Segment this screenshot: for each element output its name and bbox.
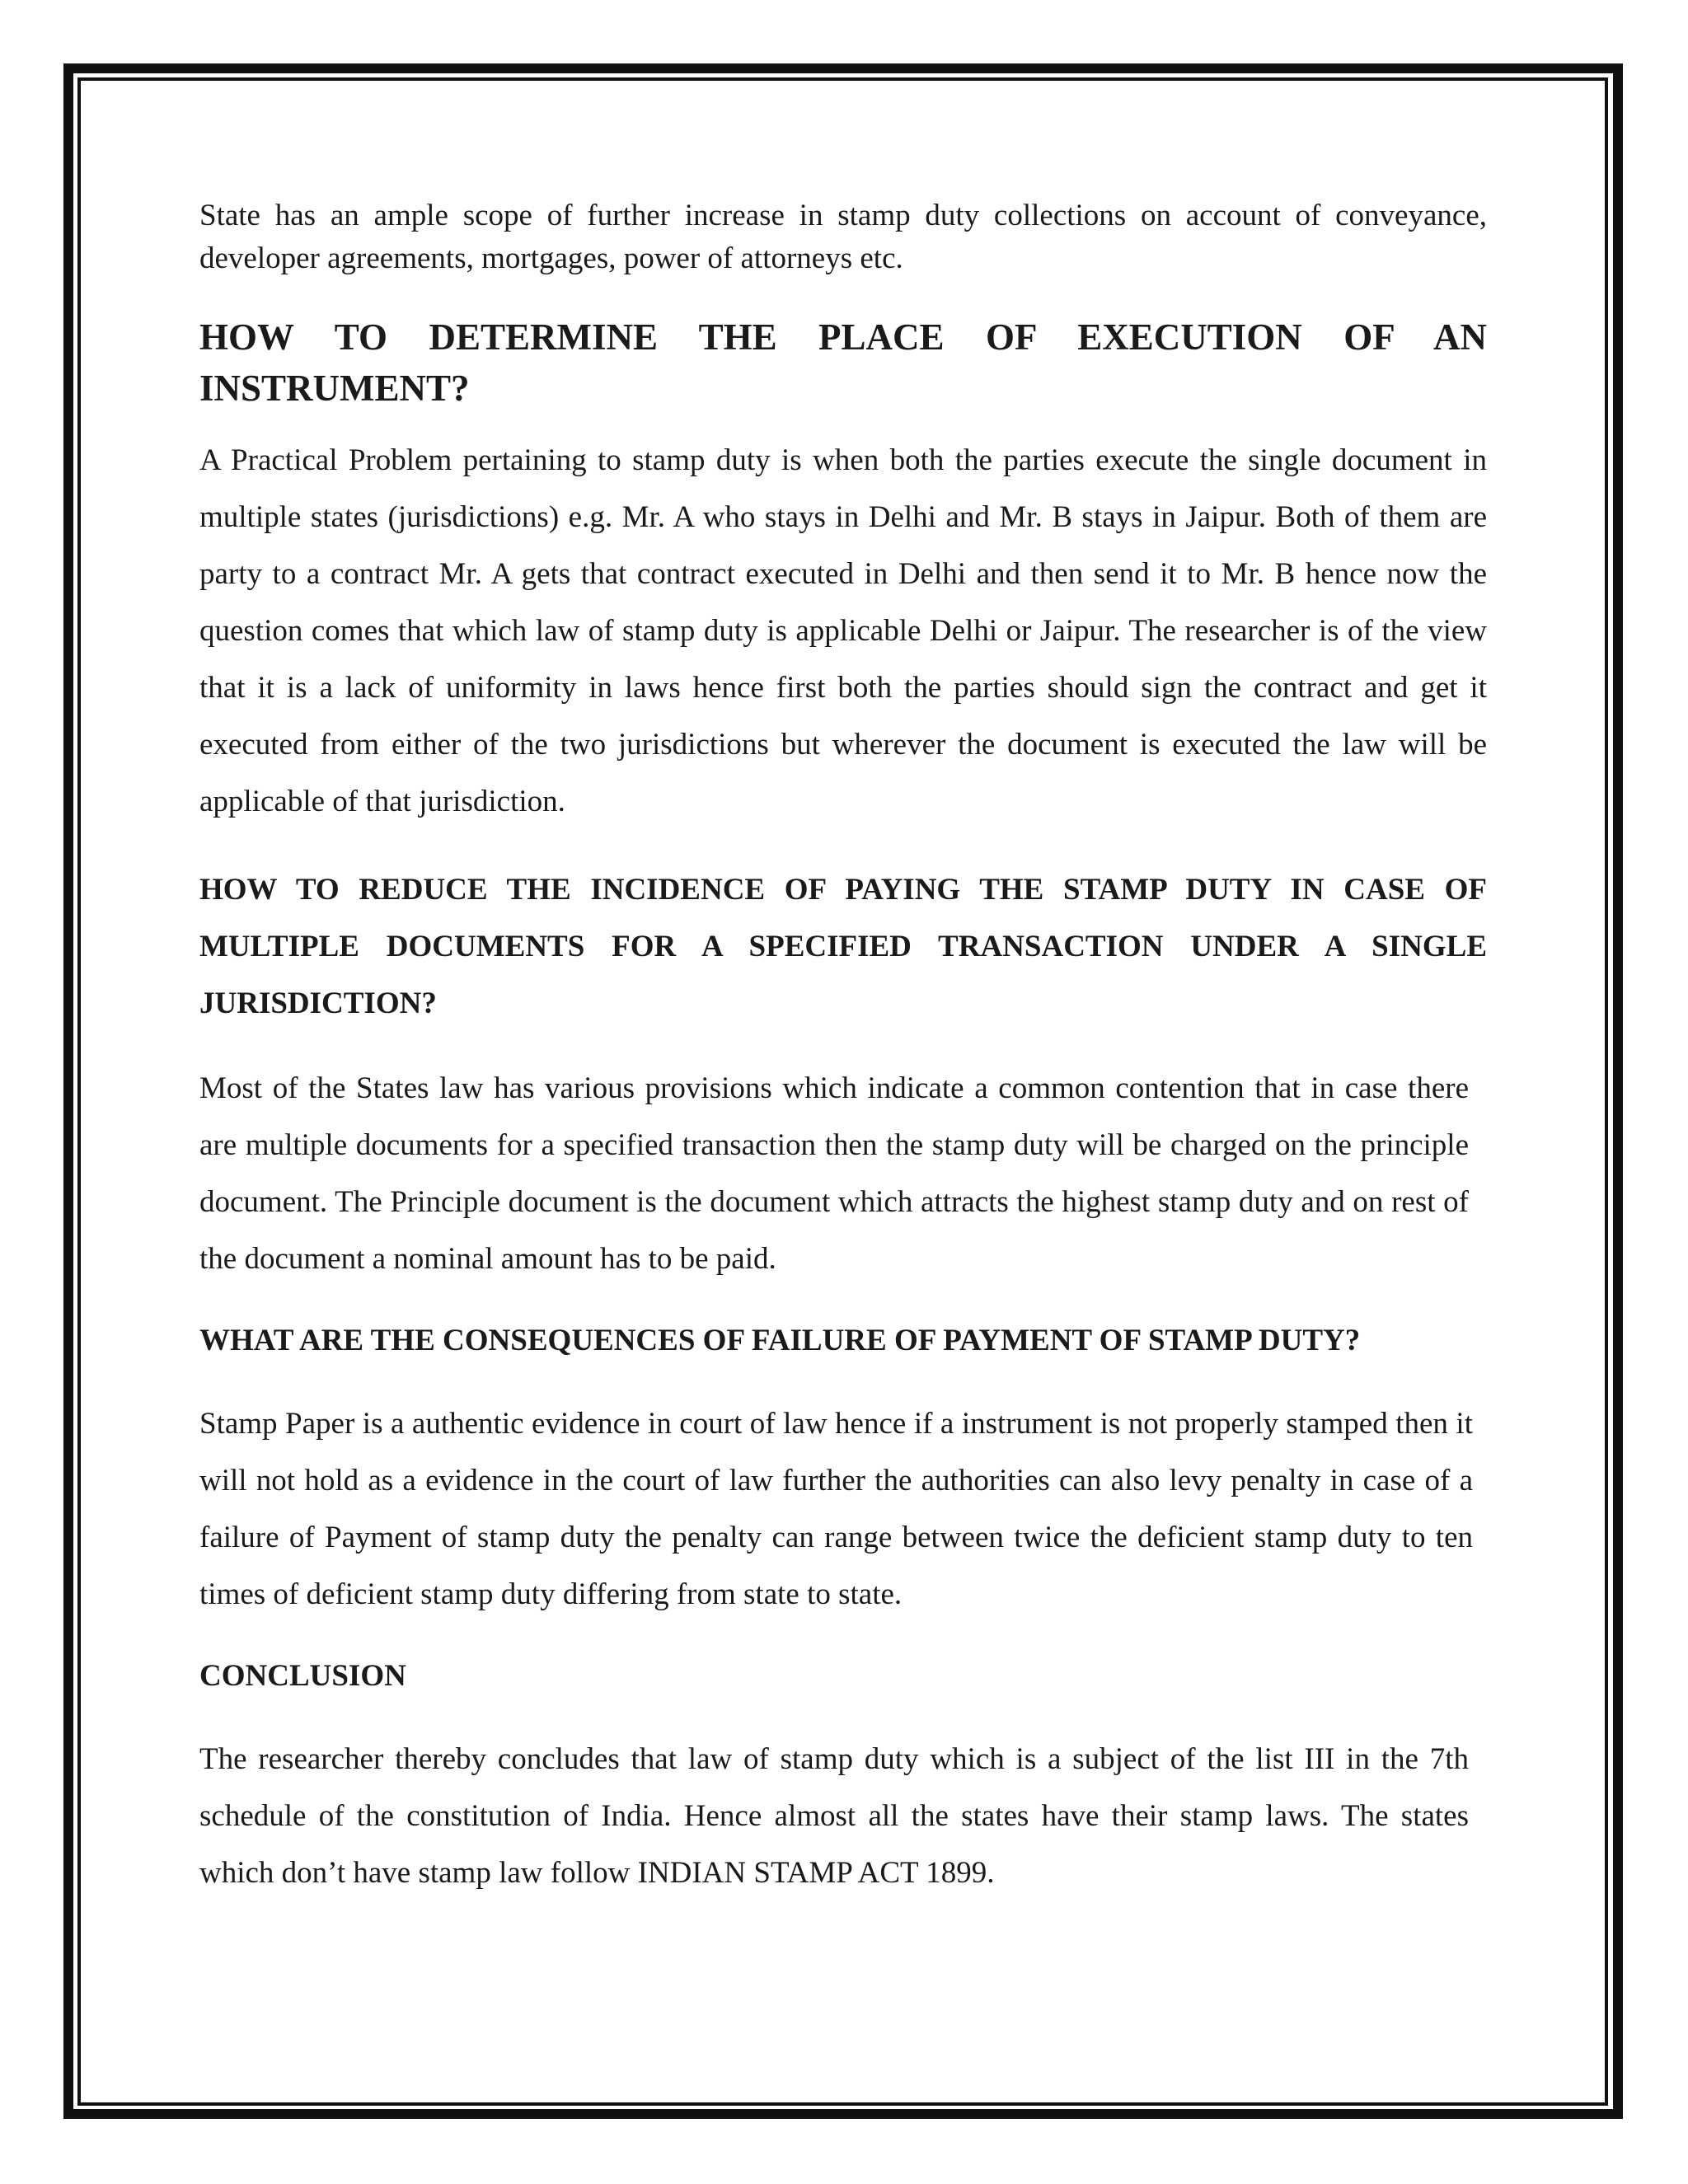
document-body xyxy=(199,194,1487,1901)
paragraph-place-of-execution: A Practical Problem pertaining to stamp duty is when both the parties execute the single document in multiple states (jurisdictions) e.g. Mr. A who stays in Delhi and Mr. B stays in Jaipur. Both of them are party to a contract Mr. A gets that contract executed in Delhi and then send it to Mr. B hence now the question comes that which law of stamp duty is applicable Delhi or Jaipur. The researcher is of the view that it is a lack of uniformity in laws hence first both the parties should sign the contract and get it executed from either of the two jurisdictions but wherever the document is executed the law will be applicable of that jurisdiction. xyxy=(199,443,1487,818)
paragraph-consequences: Stamp Paper is a authentic evidence in court of law hence if a instrument is not properly stamped then it will not hold as a evidence in the court of law further the authorities can also levy penalty in case of a failure of Payment of stamp duty the penalty can range between twice the deficient stamp duty to ten times of deficient stamp duty differing from state to state. xyxy=(199,1407,1473,1611)
intro-paragraph: State has an ample scope of further increase in stamp duty collections on account of conveyance, developer agreements, mortgages, power of attorneys etc. xyxy=(199,199,1487,275)
heading-consequences: WHAT ARE THE CONSEQUENCES OF FAILURE OF PAYMENT OF STAMP DUTY? xyxy=(199,1324,1361,1357)
paragraph-multiple-documents: Most of the States law has various provisions which indicate a common contention that in case there are multiple documents for a specified transaction then the stamp duty will be charged on the principle document. The Principle document is the document which attracts the highest stamp duty and on rest of the document a nominal amount has to be paid. xyxy=(199,1071,1469,1276)
heading-place-of-execution: HOW TO DETERMINE THE PLACE OF EXECUTION OF AN INSTRUMENT? xyxy=(199,316,1487,409)
paragraph-conclusion: The researcher thereby concludes that law of stamp duty which is a subject of the list III in the 7th schedule of the constitution of India. Hence almost all the states have their stamp laws. The states which don’t have stamp law follow INDIAN STAMP ACT 1899. xyxy=(199,1742,1469,1890)
heading-multiple-documents: HOW TO REDUCE THE INCIDENCE OF PAYING THE STAMP DUTY IN CASE OF MULTIPLE DOCUMENTS FOR A SPECIFIED TRANSACTION UNDER A SINGLE JURISDICTION? xyxy=(199,873,1487,1020)
heading-conclusion: CONCLUSION xyxy=(199,1659,406,1693)
